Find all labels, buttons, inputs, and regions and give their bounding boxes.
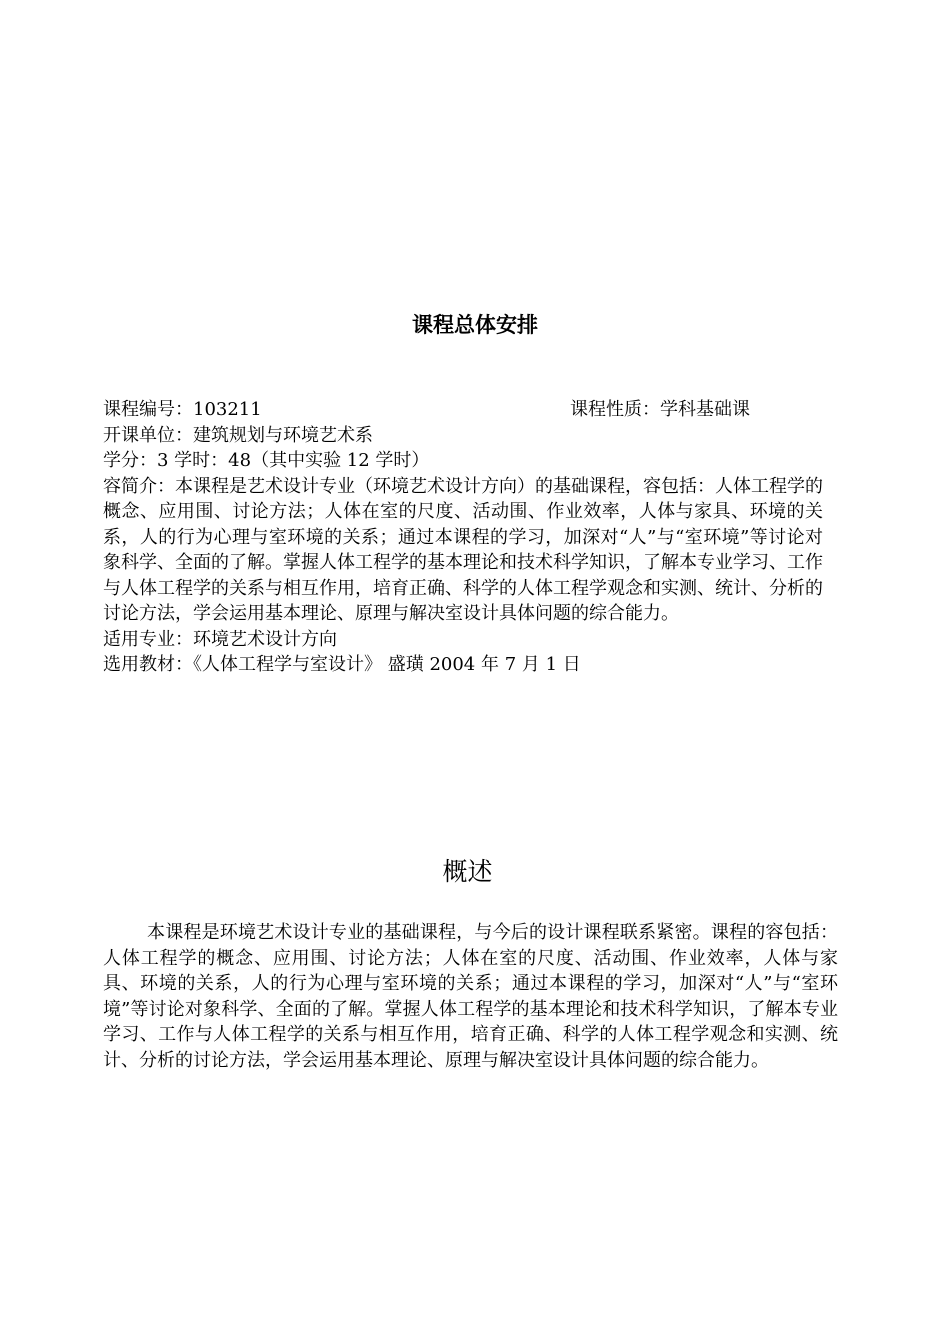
course-introduction: 容简介：本课程是艺术设计专业（环境艺术设计方向）的基础课程，容包括：人体工程学的概念、应用围、讨论方法；人体在室的尺度、活动围、作业效率，人体与家具、环境的关系，人的行为心理与室环境的关系；通过本课程的学习，加深对“人”与“室环境”等讨论对象科学、全面的了解。掌握人体工程学的基本理论和技术科学知识，了解本专业学习、工作与人体工程学的关系与相互作用，培育正确、科学的人体工程学观念和实测、统计、分析的讨论方法，学会运用基本理论、原理与解决室设计具体问题的综合能力。 (103, 475, 823, 624)
course-number: 课程编号：103211 (103, 399, 262, 420)
course-number-row (103, 397, 823, 423)
textbook: 选用教材：《人体工程学与室设计》 盛璜 2004 年 7 月 1 日 (103, 654, 581, 675)
credits-hours: 学分：3 学时：48（其中实验 12 学时） (103, 450, 430, 471)
course-nature: 课程性质：学科基础课 (570, 399, 750, 420)
course-info-block (103, 397, 823, 678)
page-title: 课程总体安排 (412, 313, 538, 337)
overview-heading: 概述 (442, 857, 493, 886)
applicable-major: 适用专业：环境艺术设计方向 (103, 628, 337, 650)
department: 开课单位：建筑规划与环境艺术系 (103, 424, 373, 446)
overview-paragraph: 本课程是环境艺术设计专业的基础课程，与今后的设计课程联系紧密。课程的容包括：人体工程学的概念、应用围、讨论方法；人体在室的尺度、活动围、作业效率，人体与家具、环境的关系，人的行为心理与室环境的关系；通过本课程的学习，加深对“人”与“室环境”等讨论对象科学、全面的了解。掌握人体工程学的基本理论和技术科学知识，了解本专业学习、工作与人体工程学的关系与相互作用，培育正确、科学的人体工程学观念和实测、统计、分析的讨论方法，学会运用基本理论、原理与解决室设计具体问题的综合能力。 (103, 922, 838, 1071)
